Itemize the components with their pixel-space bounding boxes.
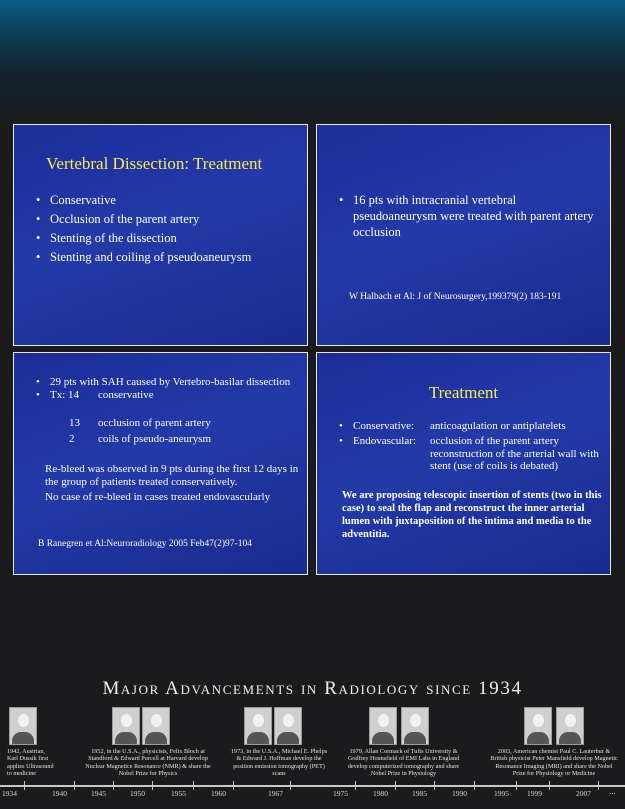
endovascular-paragraph: No case of re-bleed in cases treated endovascularly [45, 491, 271, 503]
row-text: occlusion of the parent artery reconstruction of the arterial wall with stent (use of coils is debated) [430, 435, 599, 472]
list-item: • Stenting and coiling of pseudoaneurysm [36, 248, 301, 267]
tx-count: 2 [69, 433, 75, 445]
proposal-paragraph: We are proposing telescopic insertion of stents (two in this case) to seal the flap and reconstruct the inner arterial lumen with juxtaposition of the intima and media to the adventitia. [342, 490, 602, 540]
reference-citation: B Ranegren et Al:Neuroradiology 2005 Feb47(2)97-104 [38, 539, 252, 549]
row-label: • Endovascular: [339, 435, 416, 448]
portrait-photo [9, 707, 37, 745]
portrait-photo [556, 707, 584, 745]
slide-vertebral-dissection-treatment [13, 124, 308, 346]
list-item: • 16 pts with intracranial vertebral pseudoaneurysm were treated with parent artery occlusion [339, 192, 599, 240]
timeline-year: 1934 [2, 789, 17, 798]
slide-halbach-study [316, 124, 611, 346]
timeline-year: 1995 [494, 789, 509, 798]
timeline-tick [233, 781, 234, 790]
tx-desc: occlusion of parent artery [98, 417, 211, 429]
timeline-tick [290, 781, 291, 790]
timeline-tick [395, 781, 396, 790]
timeline-year: 1967 [268, 789, 283, 798]
timeline-year: 1960 [211, 789, 226, 798]
study-summary-list [36, 376, 301, 401]
top-gradient-band [0, 0, 625, 130]
timeline-tick [193, 781, 194, 790]
timeline-axis [0, 785, 625, 787]
tx-label: Tx: 14 [50, 388, 80, 401]
milestone-caption: 1979, Allan Cormack of Tufts University & Godfrey Hounsfield of EMI Labs in England develop computerized tomography and share Nobel Prize in Physiology [347, 748, 460, 777]
portrait-photo [401, 707, 429, 745]
milestone-caption: 2003, American chemist Paul C. Lauterbur & British physicist Peter Mansfield develop Magnetic Resonance Imaging (MRI) and share the Nobel Prize for Physiology or Medicine [490, 748, 618, 777]
row-text: anticoagulation or antiplatelets [430, 420, 566, 432]
row-label: • Conservative: [339, 420, 414, 433]
timeline-year: 1975 [333, 789, 348, 798]
timeline-year: 2007 [576, 789, 591, 798]
timeline-year: 1980 [373, 789, 388, 798]
treatment-options-list [36, 191, 301, 267]
milestone-caption: 1952, in the U.S.A., physicists, Felix Bloch at Standford & Edward Purcell at Harvard develop Nuclear Magnetice Resonance (NMR) & share the Nobel Prize for Physics [85, 748, 211, 777]
slide-treatment-proposal [316, 352, 611, 575]
timeline-continuation: ... [609, 786, 616, 796]
timeline-tick [598, 781, 599, 790]
portrait-photo [369, 707, 397, 745]
timeline-tick [152, 781, 153, 790]
portrait-photo [112, 707, 140, 745]
timeline-tick [113, 781, 114, 790]
list-item [36, 389, 301, 402]
list-item: • Conservative [36, 191, 301, 210]
timeline-year: 1985 [412, 789, 427, 798]
milestone-caption: 1942, Austrian, Karl Dussik first applies Ultrasound to medicine [7, 748, 54, 777]
tx-count: 13 [69, 417, 80, 429]
reference-citation: W Halbach et Al: J of Neurosurgery,199379(2) 183-191 [349, 292, 562, 302]
milestone-caption: 1973, in the U.S.A., Michael E. Phelps & Edward J. Hoffman develop the position emission tomography (PET) scans [230, 748, 328, 777]
slide-title: Vertebral Dissection: Treatment [46, 154, 263, 173]
list-item: • Occlusion of the parent artery [36, 210, 301, 229]
portrait-photo [244, 707, 272, 745]
timeline-year: 1945 [91, 789, 106, 798]
rebleed-paragraph: Re-bleed was observed in 9 pts during the first 12 days in the group of patients treated conservatively. [45, 463, 299, 488]
slide-ranegren-study [13, 352, 308, 575]
timeline-tick [434, 781, 435, 790]
timeline-tick [355, 781, 356, 790]
portrait-photo [274, 707, 302, 745]
timeline-year: 1955 [171, 789, 186, 798]
timeline-year: 1990 [452, 789, 467, 798]
study-summary-list [339, 192, 599, 240]
portrait-photo [524, 707, 552, 745]
timeline-tick [474, 781, 475, 790]
timeline-tick [74, 781, 75, 790]
portrait-photo [142, 707, 170, 745]
timeline-tick [24, 781, 25, 790]
banner-title: Major Advancements in Radiology since 1934 [102, 678, 523, 699]
list-item: • Stenting of the dissection [36, 229, 301, 248]
timeline-year: 1999 [527, 789, 542, 798]
timeline-year: 1950 [130, 789, 145, 798]
tx-desc: coils of pseudo-aneurysm [98, 433, 212, 445]
slide-title: Treatment [428, 383, 499, 402]
timeline-tick [516, 781, 517, 790]
timeline-tick [549, 781, 550, 790]
timeline-year: 1940 [52, 789, 67, 798]
list-item: • 29 pts with SAH caused by Vertebro-basilar dissection [36, 376, 301, 389]
tx-desc: conservative [98, 388, 154, 401]
